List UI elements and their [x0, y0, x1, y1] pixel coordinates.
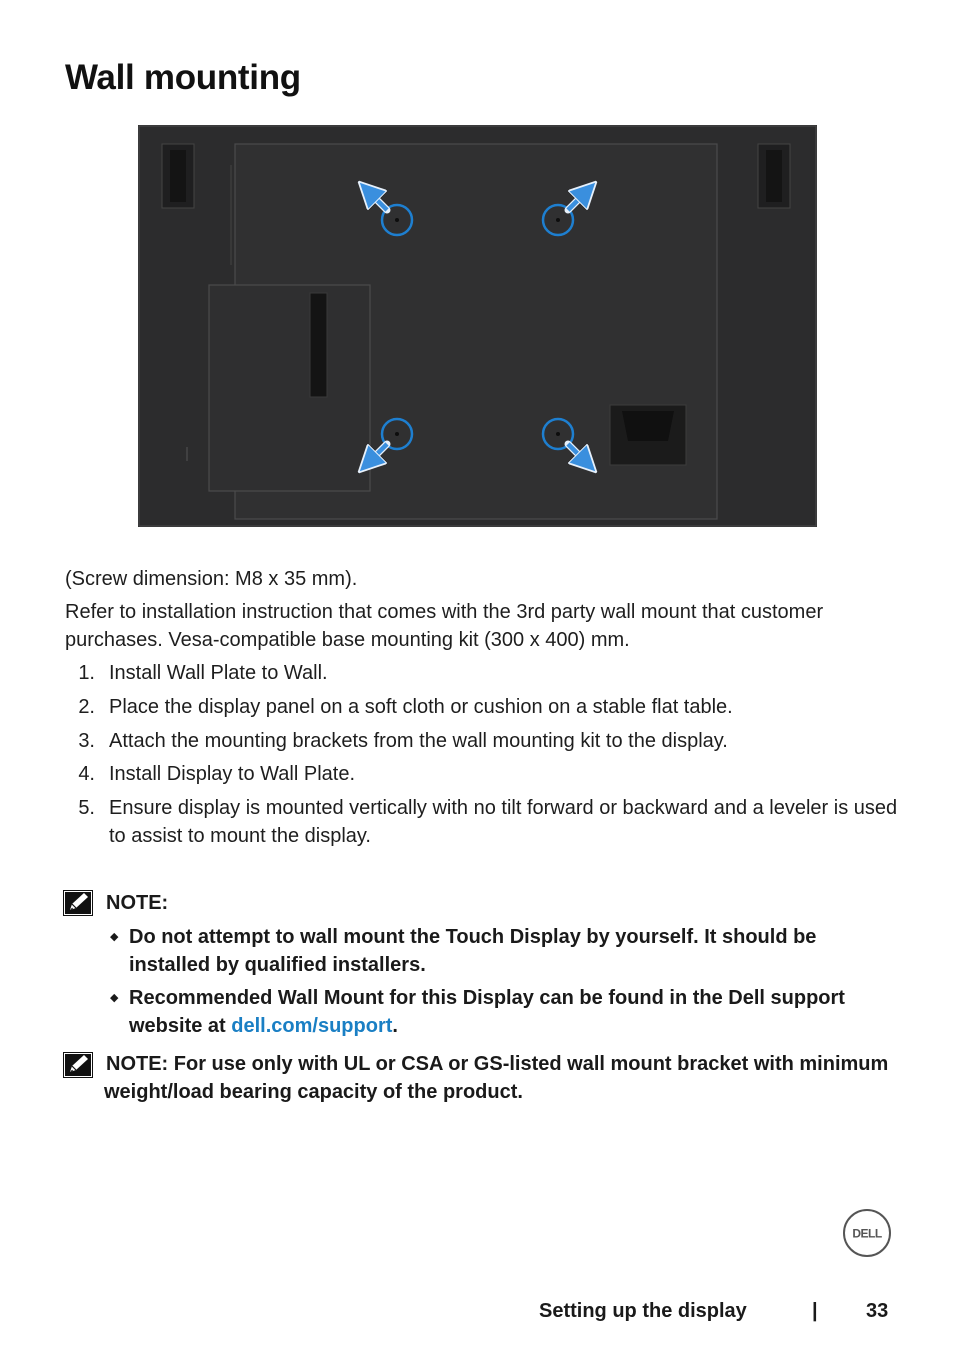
footer-section-title: Setting up the display [539, 1300, 747, 1322]
dell-logo-icon [842, 1208, 892, 1258]
refer-instruction-text: Refer to installation instruction that comes with the 3rd party wall mount that customer purchases. Vesa-compatible base mounting kit (300 x 400) mm. [65, 601, 824, 651]
bullet-text-before: Recommended Wall Mount for this Display can be found in the Dell support website at [129, 987, 845, 1037]
page-title: Wall mounting [65, 58, 301, 97]
step-number: 1. [78, 662, 95, 684]
step-text: Install Display to Wall Plate. [109, 763, 356, 785]
dell-logo-text: DELL [852, 1226, 882, 1241]
step-number: 2. [78, 696, 95, 718]
step-number: 3. [78, 730, 95, 752]
bullet-text [129, 984, 894, 1040]
step-text: Ensure display is mounted vertically with no tilt forward or backward and a leveler is used to assist to mount the display. [109, 797, 898, 847]
screw-dimension-text: (Screw dimension: M8 x 35 mm). [65, 568, 358, 590]
pencil-note-icon [63, 890, 93, 916]
port-slot [310, 293, 327, 397]
note-2-text [104, 1050, 894, 1106]
note-2-body: NOTE: For use only with UL or CSA or GS-listed wall mount bracket with minimum weight/load bearing capacity of the product. [104, 1053, 889, 1103]
note-label: NOTE: [106, 892, 169, 914]
footer-separator: | [812, 1300, 818, 1322]
dell-support-link[interactable]: dell.com/support [231, 1015, 393, 1037]
bullet-text-after: . [392, 1015, 398, 1037]
page-number: 33 [866, 1300, 889, 1322]
step-text: Install Wall Plate to Wall. [109, 662, 328, 684]
display-back-figure [138, 125, 817, 527]
pencil-note-icon [63, 1052, 93, 1078]
bullet-marker: ◆ [110, 992, 119, 1004]
step-text: Place the display panel on a soft cloth or cushion on a stable flat table. [109, 696, 733, 718]
bullet-text: Do not attempt to wall mount the Touch Display by yourself. It should be installed by qualified installers. [129, 926, 817, 976]
bullet-marker: ◆ [110, 931, 119, 943]
step-number: 5. [78, 797, 95, 819]
io-compartment [209, 285, 370, 491]
step-number: 4. [78, 763, 95, 785]
step-text: Attach the mounting brackets from the wall mounting kit to the display. [109, 730, 728, 752]
